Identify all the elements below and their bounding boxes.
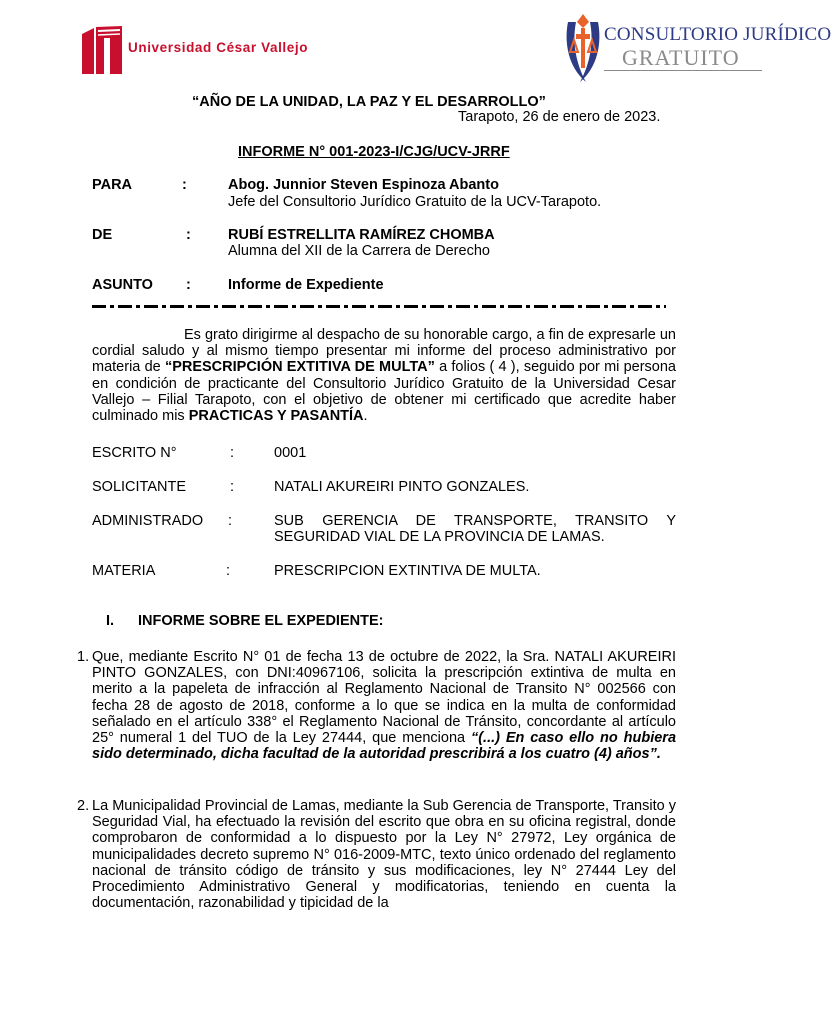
- de-label: DE: [92, 227, 113, 243]
- cjg-logo-line1: CONSULTORIO JURÍDICO: [604, 24, 831, 45]
- item-quote: “(...) En caso ello no hubiera sido determinado, dicha facultad de la autoridad prescribirá a los cuatro (4) años”.: [92, 730, 677, 763]
- item-body: [92, 649, 676, 762]
- intro-text-1: Es grato dirigirme al despacho de su honorable cargo, a fin de expresarle un cordial saludo y al mismo tiempo presentar mi informe del proceso administrativo por materia de: [92, 327, 676, 376]
- asunto-label: ASUNTO: [92, 277, 153, 293]
- para-role: Jefe del Consultorio Jurídico Gratuito de la UCV-Tarapoto.: [228, 194, 602, 210]
- list-item: [92, 798, 676, 911]
- para-label: PARA: [92, 177, 133, 193]
- intro-paragraph: [92, 327, 676, 424]
- field-colon: :: [230, 479, 235, 495]
- field-label: ESCRITO N°: [92, 445, 177, 461]
- field-value: PRESCRIPCION EXTINTIVA DE MULTA.: [274, 563, 541, 579]
- intro-text-2: a folios ( 4 ), seguido por mi persona en condición de practicante del Consultorio Jurídico Gratuito de la Universidad Cesar Vallejo – Filial Tarapoto, con el objetivo de obtener mi certificado que acredite haber culminado mis: [92, 359, 676, 425]
- field-label: MATERIA: [92, 563, 156, 579]
- item-number: 1.: [77, 649, 90, 665]
- field-colon: :: [226, 563, 231, 579]
- de-colon: :: [186, 227, 191, 243]
- list-item: [92, 649, 676, 762]
- field-colon: :: [228, 513, 233, 529]
- field-value: NATALI AKUREIRI PINTO GONZALES.: [274, 479, 530, 495]
- field-label: ADMINISTRADO: [92, 513, 204, 529]
- para-colon: :: [182, 177, 187, 193]
- item-text: La Municipalidad Provincial de Lamas, mediante la Sub Gerencia de Transporte, Transito y Seguridad Vial, ha efectuado la revisión del escrito que obra en su oficina registral, donde comprobaron de conformidad a lo dispuesto por la Ley N° 27972, Ley orgánica de municipalidades decreto supremo N° 016-2009-MTC, texto único ordenado del reglamento nacional de tránsito código de tránsito y sus modificaciones, ley N° 27444 Ley del Procedimiento Administrativo General y modificatorias, teniendo en cuenta la documentación, razonabilidad y tipicidad de la: [92, 798, 676, 912]
- item-text: Que, mediante Escrito N° 01 de fecha 13 de octubre de 2022, la Sra. NATALI AKUREIRI PINTO GONZALES, con DNI:40967106, solicita la prescripción extintiva de multa en merito a la papeleta de infracción al Reglamento Nacional de Transito N° 002566 con fecha 28 de agosto de 2018, conforme a lo que se indica en la multa de conformidad señalado en el artículo 338° el Reglamento Nacional de Tránsito, concordante al artículo 25° numeral 1 del TUO de la Ley 27444, que menciona: [92, 649, 676, 747]
- cjg-logo-rule: [604, 70, 762, 71]
- cjg-logo-line2: GRATUITO: [622, 45, 740, 70]
- ucv-logo: [80, 24, 320, 80]
- de-name: RUBÍ ESTRELLITA RAMÍREZ CHOMBA: [228, 227, 495, 243]
- year-motto: “AÑO DE LA UNIDAD, LA PAZ Y EL DESARROLLO”: [192, 94, 546, 110]
- cjg-logo: [562, 12, 831, 88]
- scales-of-justice-icon: [562, 12, 604, 88]
- de-role: Alumna del XII de la Carrera de Derecho: [228, 243, 490, 259]
- section-heading: INFORME SOBRE EL EXPEDIENTE:: [138, 613, 384, 629]
- field-label: SOLICITANTE: [92, 479, 186, 495]
- report-title: INFORME N° 001-2023-I/CJG/UCV-JRRF: [238, 144, 510, 160]
- section-numeral: I.: [106, 613, 115, 629]
- intro-bold-2: PRACTICAS Y PASANTÍA: [188, 408, 364, 425]
- intro-bold-1: “PRESCRIPCIÓN EXTITIVA DE MULTA”: [164, 359, 435, 376]
- asunto-colon: :: [186, 277, 191, 293]
- ucv-emblem-icon: [80, 24, 124, 78]
- para-name: Abog. Junnior Steven Espinoza Abanto: [228, 177, 499, 193]
- field-value: 0001: [274, 445, 307, 461]
- ucv-logo-text: Universidad César Vallejo: [128, 40, 309, 55]
- field-value: SUB GERENCIA DE TRANSPORTE, TRANSITO Y SEGURIDAD VIAL DE LA PROVINCIA DE LAMAS.: [274, 513, 676, 545]
- field-colon: :: [230, 445, 235, 461]
- item-number: 2.: [77, 798, 90, 814]
- asunto-value: Informe de Expediente: [228, 277, 384, 293]
- place-date: Tarapoto, 26 de enero de 2023.: [458, 109, 661, 125]
- intro-text-3: .: [363, 408, 368, 425]
- dashed-divider: [92, 305, 666, 308]
